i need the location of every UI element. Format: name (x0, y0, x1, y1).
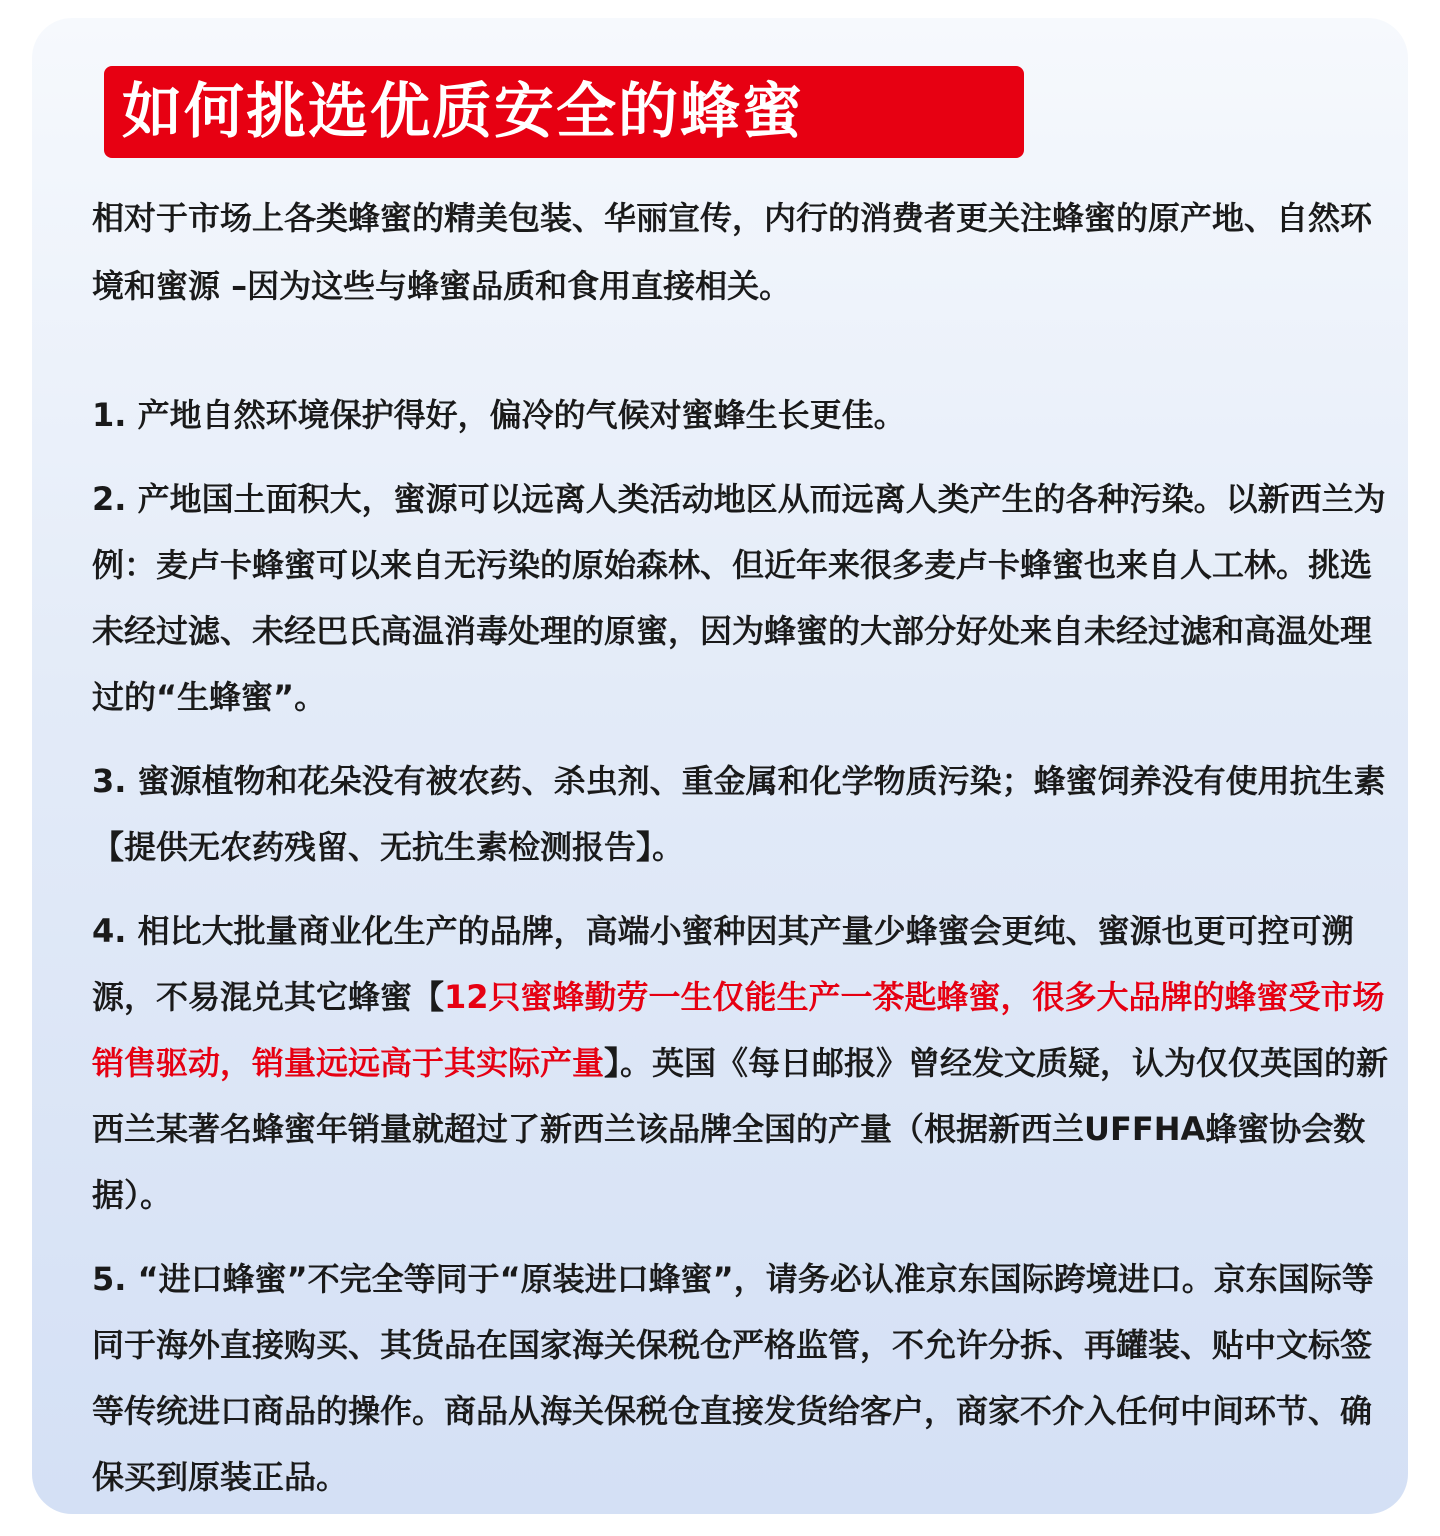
point-2: 2. 产地国土面积大，蜜源可以远离人类活动地区从而远离人类产生的各种污染。以新西兰为例：麦卢卡蜂蜜可以来自无污染的原始森林、但近年来很多麦卢卡蜂蜜也来自人工林。挑选未经过滤、未经巴氏高温消毒处理的原蜜，因为蜂蜜的大部分好处来自未经过滤和高温处理过的“生蜂蜜”。 (92, 480, 1386, 716)
intro-paragraph: 相对于市场上各类蜂蜜的精美包装、华丽宣传，内行的消费者更关注蜂蜜的原产地、自然环境和蜜源 –因为这些与蜂蜜品质和食用直接相关。 (92, 199, 1373, 305)
point-4-text: 4. 相比大批量商业化生产的品牌，高端小蜜种因其产量少蜂蜜会更纯、蜜源也更可控可溯源，不易混兑其它蜂蜜【 (92, 912, 1354, 1016)
point-1: 1. 产地自然环境保护得好，偏冷的气候对蜜蜂生长更佳。 (92, 396, 906, 434)
point-5: 5. “进口蜂蜜”不完全等同于“原装进口蜂蜜”，请务必认准京东国际跨境进口。京东国际等同于海外直接购买、其货品在国家海关保税仓严格监管，不允许分拆、再罐装、贴中文标签等传统进口商品的操作。商品从海关保税仓直接发货给客户，商家不介入任何中间环节、确保买到原装正品。 (92, 1260, 1374, 1496)
point-3: 3. 蜜源植物和花朵没有被农药、杀虫剂、重金属和化学物质污染；蜂蜜饲养没有使用抗生素【提供无农药残留、无抗生素检测报告】。 (92, 762, 1386, 866)
page-title: 如何挑选优质安全的蜂蜜 (122, 77, 804, 147)
point-4-text-end: 】。英国《每日邮报》曾经发文质疑，认为仅仅英国的新西兰某著名蜂蜜年销量就超过了新西兰该品牌全国的产量（根据新西兰UFFHA蜂蜜协会数据）。 (92, 1044, 1389, 1214)
point-4 (92, 898, 1392, 1228)
point-4-highlight: 12只蜜蜂勤劳一生仅能生产一茶匙蜂蜜，很多大品牌的蜂蜜受市场销售驱动，销量远远高于其实际产量 (92, 978, 1385, 1082)
